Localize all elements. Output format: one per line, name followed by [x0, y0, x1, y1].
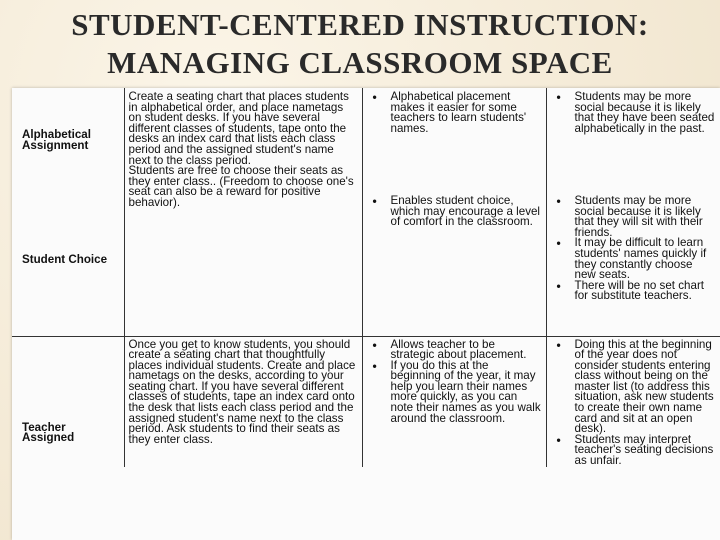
- disadvantages-list: [551, 92, 717, 196]
- category-label: Student Choice: [22, 253, 108, 267]
- category-label: Alphabetical Assignment: [22, 128, 91, 152]
- seating-strategies-table: [12, 88, 720, 467]
- disadvantages-list: [551, 337, 717, 467]
- title-line-1: STUDENT-CENTERED INSTRUCTION:: [71, 7, 649, 42]
- advantages-cell: [362, 336, 546, 467]
- list-item: • Students may be more social because it is likely that they have been seated alphabetically in the past.: [551, 92, 717, 134]
- advantages-list: [367, 196, 542, 228]
- disadvantages-cell: [546, 336, 720, 467]
- advantages-cell: [362, 88, 546, 336]
- seating-table-image: [12, 88, 720, 540]
- list-item: • If you do this at the beginning of the year, it may help you learn their names more quickly, as you can note their names as you walk around the classroom.: [367, 361, 542, 425]
- list-item: • Doing this at the beginning of the year does not consider students entering class without being on the master list (to address this situation, ask new students to create their own name card and sit at an open desk).: [551, 340, 717, 435]
- description-cell: [124, 336, 362, 467]
- advantages-list: [367, 92, 542, 196]
- list-item: • There will be no set chart for substitute teachers.: [551, 281, 717, 302]
- title-line-2: MANAGING CLASSROOM SPACE: [107, 45, 613, 80]
- description-text: Create a seating chart that places students in alphabetical order, and place nametags on student desks. If you have several different classes of students, tape onto the desks an index card that lists each class period and the assigned student's name next to the class period.: [128, 90, 349, 167]
- list-item: • Alphabetical placement makes it easier for some teachers to learn students' names.: [367, 92, 542, 134]
- list-item: • Enables student choice, which may encourage a level of comfort in the classroom.: [367, 196, 542, 228]
- disadvantages-list: [551, 196, 717, 302]
- list-item: • It may be difficult to learn students' names quickly if they constantly choose new seats.: [551, 238, 717, 280]
- slide-title: [0, 6, 720, 82]
- description-text: Students are free to choose their seats as they enter class.. (Freedom to choose one's seat can also be a reward for positive behavior).: [128, 164, 354, 209]
- advantages-list: [367, 337, 542, 425]
- list-item: • Students may be more social because it is likely that they will sit with their friends.: [551, 196, 717, 238]
- category-label: Teacher Assigned: [22, 420, 75, 445]
- disadvantages-cell: [546, 88, 720, 336]
- list-item: • Allows teacher to be strategic about placement.: [367, 340, 542, 361]
- category-cell: [12, 336, 124, 467]
- table-row: [12, 88, 720, 336]
- table-row: [12, 336, 720, 467]
- list-item: • Students may interpret teacher's seating decisions as unfair.: [551, 435, 717, 467]
- category-cell: [12, 88, 124, 336]
- description-cell: [124, 88, 362, 336]
- description-text: Once you get to know students, you should create a seating chart that thoughtfully places individual students. Create and place nametags on the desks, according to your seating chart. If you have several different classes of students, tape an index card onto the desk that lists each class period and the assigned student's name next to the class period. Ask students to find their seats as they enter class.: [128, 337, 356, 446]
